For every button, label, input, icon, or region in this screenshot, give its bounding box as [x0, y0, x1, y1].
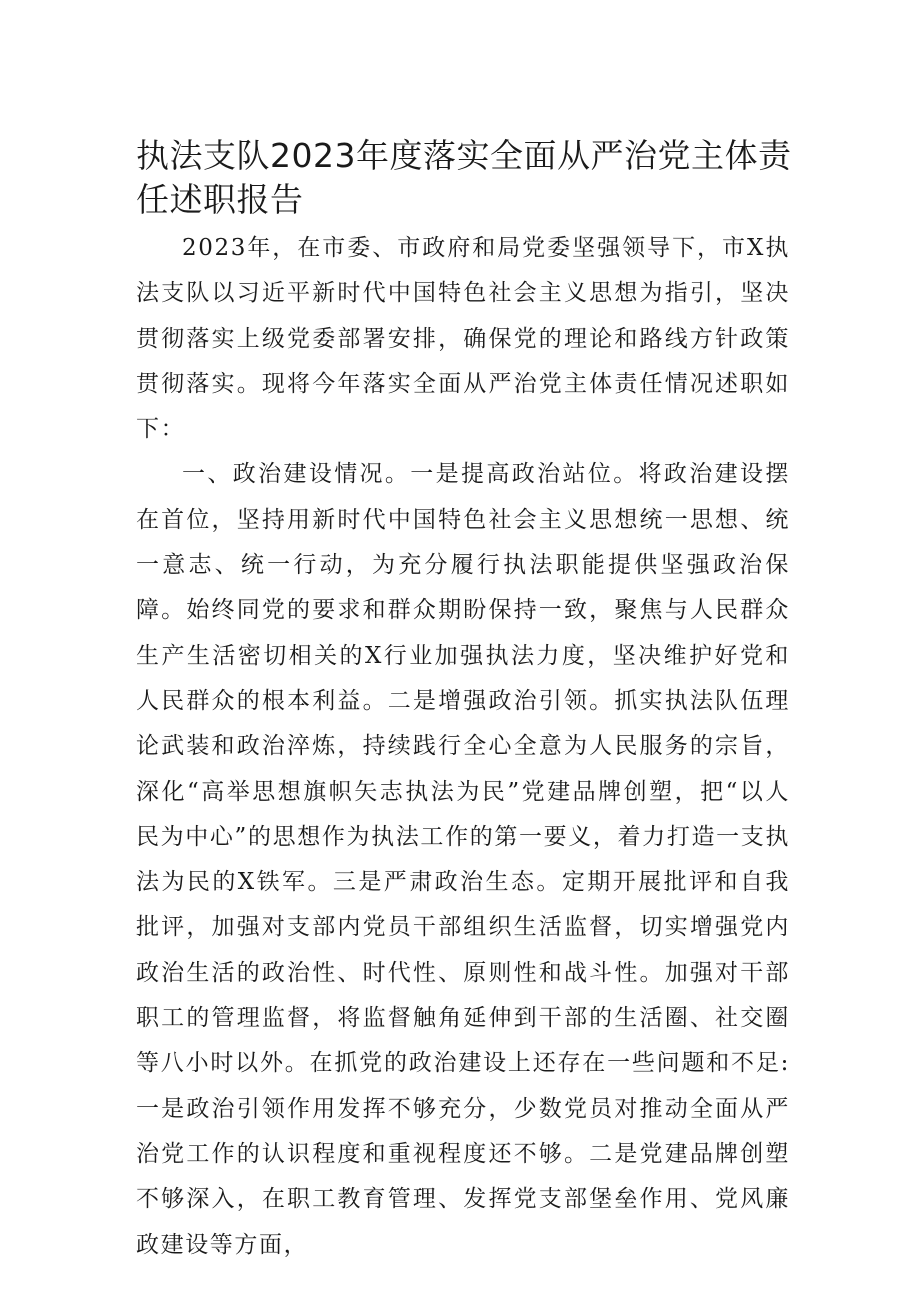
document-title: 执法支队2023年度落实全面从严治党主体责任述职报告	[136, 136, 792, 219]
paragraph-political-construction: 一、政治建设情况。一是提高政治站位。将政治建设摆在首位，坚持用新时代中国特色社会主义思想统一思想、统一意志、统一行动，为充分履行执法职能提供坚强政治保障。始终同党的要求和群众期盼保持一致，聚焦与人民群众生产生活密切相关的X行业加强执法力度，坚决维护好党和人民群众的根本利益。二是增强政治引领。抓实执法队伍理论武装和政治淬炼，持续践行全心全意为人民服务的宗旨，深化“高举思想旗帜矢志执法为民”党建品牌创塑，把“以人民为中心”的思想作为执法工作的第一要义，着力打造一支执法为民的X铁军。三是严肃政治生态。定期开展批评和自我批评，加强对支部内党员干部组织生活监督，切实增强党内政治生活的政治性、时代性、原则性和战斗性。加强对干部职工的管理监督，将监督触角延伸到干部的生活圈、社交圈等八小时以外。在抓党的政治建设上还存在一些问题和不足:一是政治引领作用发挥不够充分，少数党员对推动全面从严治党工作的认识程度和重视程度还不够。二是党建品牌创塑不够深入，在职工教育管理、发挥党支部堡垒作用、党风廉政建设等方面，	[136, 461, 790, 1258]
document-body	[136, 226, 790, 1268]
paragraph-intro: 2023年，在市委、市政府和局党委坚强领导下，市X执法支队以习近平新时代中国特色社会主义思想为指引，坚决贯彻落实上级党委部署安排，确保党的理论和路线方针政策贯彻落实。现将今年落实全面从严治党主体责任情况述职如下：	[136, 235, 790, 443]
